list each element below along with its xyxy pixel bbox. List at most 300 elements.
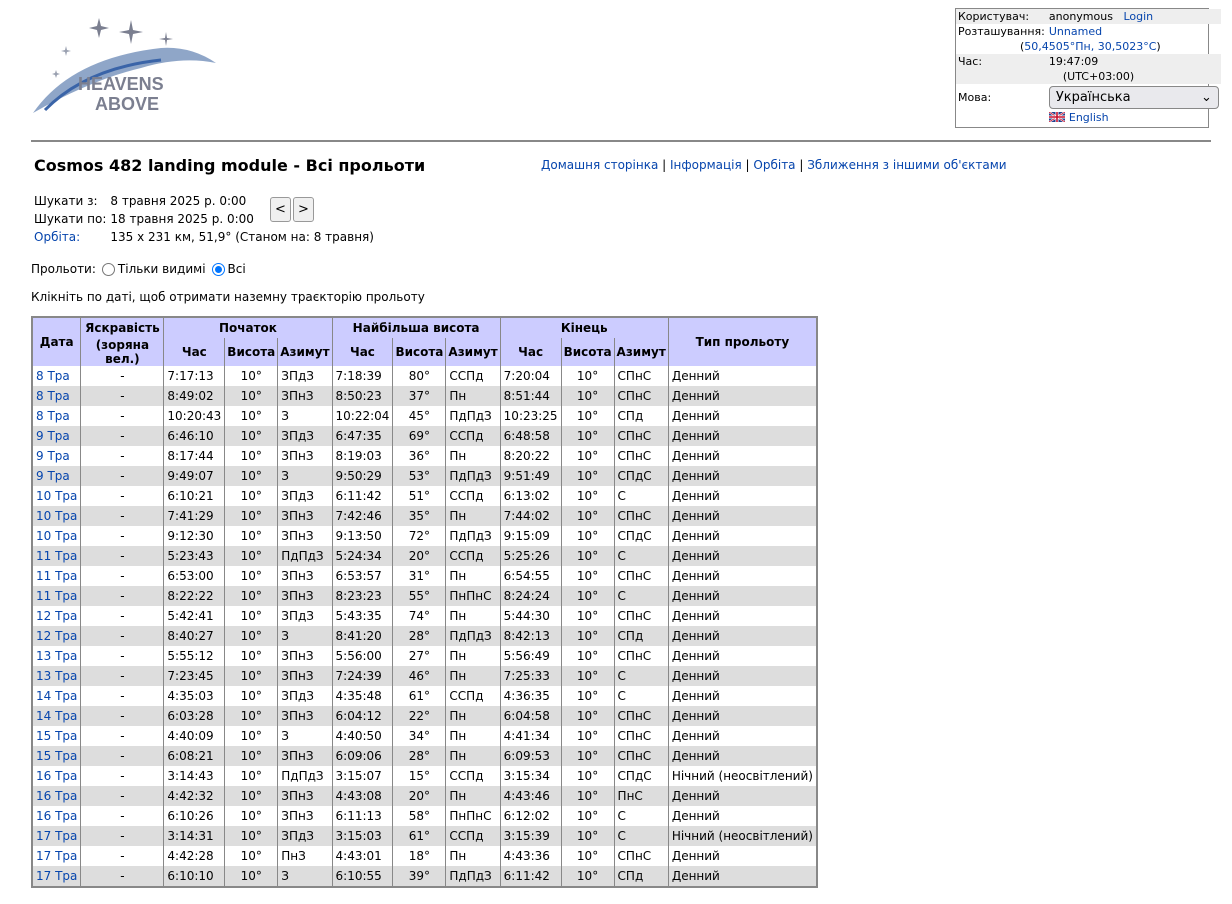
cell-start-alt: 10° [225, 546, 278, 566]
english-link[interactable]: English [1068, 111, 1109, 124]
cell-start-time: 8:17:44 [164, 446, 225, 466]
cell-date [32, 866, 81, 887]
cell-start-time: 9:12:30 [164, 526, 225, 546]
cell-pass-type: Денний [668, 386, 817, 406]
cell-end-alt: 10° [561, 366, 614, 386]
header-divider [31, 140, 1211, 142]
cell-start-time: 3:14:43 [164, 766, 225, 786]
cell-pass-type: Денний [668, 586, 817, 606]
cell-max-time: 5:24:34 [332, 546, 393, 566]
cell-date [32, 606, 81, 626]
pass-date-link[interactable]: 14 Тра [36, 709, 78, 723]
pass-date-link[interactable]: 10 Тра [36, 509, 78, 523]
table-row [32, 626, 817, 646]
cell-end-az: СПд [614, 626, 668, 646]
cell-end-az: СПдС [614, 466, 668, 486]
cell-pass-type: Денний [668, 866, 817, 887]
cell-max-az: Пн [446, 386, 500, 406]
cell-max-time: 4:43:08 [332, 786, 393, 806]
cell-start-alt: 10° [225, 566, 278, 586]
pass-date-link[interactable]: 15 Тра [36, 729, 78, 743]
cell-end-alt: 10° [561, 546, 614, 566]
pass-date-link[interactable]: 13 Тра [36, 649, 78, 663]
cell-max-alt: 37° [393, 386, 446, 406]
next-period-button[interactable]: > [293, 197, 314, 222]
cell-max-time: 6:04:12 [332, 706, 393, 726]
cell-max-time: 6:53:57 [332, 566, 393, 586]
cell-pass-type: Нічний (неосвітлений) [668, 826, 817, 846]
col-start: Початок [164, 317, 332, 338]
cell-date [32, 566, 81, 586]
cell-brightness: - [81, 766, 164, 786]
table-row [32, 486, 817, 506]
cell-end-time: 8:51:44 [500, 386, 561, 406]
cell-start-time: 4:42:28 [164, 846, 225, 866]
col-start-alt: Висота [225, 338, 278, 366]
cell-end-az: СПнС [614, 506, 668, 526]
cell-date [32, 746, 81, 766]
col-max-time: Час [332, 338, 393, 366]
cell-max-alt: 36° [393, 446, 446, 466]
location-coords-link[interactable]: 50,4505°Пн, 30,5023°С [1024, 40, 1157, 53]
cell-start-time: 8:22:22 [164, 586, 225, 606]
cell-end-alt: 10° [561, 686, 614, 706]
cell-end-az: СПнС [614, 726, 668, 746]
cell-max-az: ССПд [446, 486, 500, 506]
cell-start-alt: 10° [225, 766, 278, 786]
search-from-value: 8 травня 2025 р. 0:00 [110, 194, 247, 208]
pass-date-link[interactable]: 17 Тра [36, 849, 78, 863]
pass-date-link[interactable]: 13 Тра [36, 669, 78, 683]
table-row [32, 846, 817, 866]
cell-brightness: - [81, 426, 164, 446]
table-row [32, 426, 817, 446]
cell-max-time: 8:23:23 [332, 586, 393, 606]
pass-date-link[interactable]: 11 Тра [36, 569, 78, 583]
cell-pass-type: Денний [668, 686, 817, 706]
cell-end-time: 4:41:34 [500, 726, 561, 746]
cell-end-az: СПнС [614, 446, 668, 466]
cell-max-alt: 53° [393, 466, 446, 486]
cell-brightness: - [81, 566, 164, 586]
cell-date [32, 706, 81, 726]
cell-max-time: 7:24:39 [332, 666, 393, 686]
cell-start-az: З [278, 866, 332, 887]
cell-end-time: 7:20:04 [500, 366, 561, 386]
cell-end-time: 5:44:30 [500, 606, 561, 626]
cell-end-time: 6:54:55 [500, 566, 561, 586]
radio-all[interactable] [212, 263, 225, 276]
pass-date-link[interactable]: 9 Тра [36, 429, 70, 443]
cell-end-alt: 10° [561, 426, 614, 446]
nav-links: Домашня сторінка | Інформація | Орбіта | Зближення з іншими об'єктами [541, 158, 1007, 172]
cell-start-az: ЗПдЗ [278, 606, 332, 626]
cell-max-az: Пн [446, 446, 500, 466]
cell-start-time: 6:03:28 [164, 706, 225, 726]
nav-home-link[interactable]: Домашня сторінка [541, 158, 659, 172]
cell-max-az: ПнПнС [446, 806, 500, 826]
cell-start-az: ЗПнЗ [278, 586, 332, 606]
cell-max-time: 6:11:42 [332, 486, 393, 506]
table-row [32, 666, 817, 686]
pass-date-link[interactable]: 11 Тра [36, 549, 78, 563]
cell-end-alt: 10° [561, 746, 614, 766]
cell-start-alt: 10° [225, 706, 278, 726]
cell-max-alt: 58° [393, 806, 446, 826]
cell-end-time: 8:20:22 [500, 446, 561, 466]
pass-date-link[interactable]: 17 Тра [36, 869, 78, 883]
cell-start-alt: 10° [225, 586, 278, 606]
cell-max-az: ССПд [446, 426, 500, 446]
cell-start-alt: 10° [225, 646, 278, 666]
table-row [32, 686, 817, 706]
cell-end-az: СПд [614, 866, 668, 887]
cell-start-time: 4:35:03 [164, 686, 225, 706]
cell-date [32, 766, 81, 786]
cell-start-az: ЗПнЗ [278, 746, 332, 766]
nav-close-encounters-link[interactable]: Зближення з іншими об'єктами [807, 158, 1007, 172]
cell-max-time: 6:09:06 [332, 746, 393, 766]
cell-pass-type: Денний [668, 746, 817, 766]
cell-max-az: Пн [446, 606, 500, 626]
chevron-down-icon: ⌄ [1200, 90, 1212, 105]
cell-brightness: - [81, 706, 164, 726]
cell-pass-type: Денний [668, 846, 817, 866]
cell-max-az: ПдПдЗ [446, 466, 500, 486]
cell-start-alt: 10° [225, 606, 278, 626]
table-row [32, 526, 817, 546]
cell-brightness: - [81, 866, 164, 887]
cell-start-az: ЗПдЗ [278, 366, 332, 386]
cell-brightness: - [81, 606, 164, 626]
cell-end-az: ПнС [614, 786, 668, 806]
cell-end-time: 5:25:26 [500, 546, 561, 566]
table-row [32, 726, 817, 746]
col-end-time: Час [500, 338, 561, 366]
cell-start-az: З [278, 626, 332, 646]
hint-text: Клікніть по даті, щоб отримати наземну траєкторію прольоту [31, 290, 425, 304]
nav-info-link[interactable]: Інформація [669, 158, 742, 172]
login-link[interactable]: Login [1123, 10, 1154, 23]
cell-max-alt: 51° [393, 486, 446, 506]
pass-date-link[interactable]: 12 Тра [36, 609, 78, 623]
cell-date [32, 506, 81, 526]
passes-table [31, 316, 818, 888]
cell-end-time: 9:15:09 [500, 526, 561, 546]
cell-brightness: - [81, 546, 164, 566]
cell-end-time: 4:43:36 [500, 846, 561, 866]
cell-end-time: 6:48:58 [500, 426, 561, 446]
pass-date-link[interactable]: 14 Тра [36, 689, 78, 703]
cell-max-alt: 34° [393, 726, 446, 746]
cell-start-az: ЗПнЗ [278, 526, 332, 546]
cell-max-az: Пн [446, 746, 500, 766]
cell-pass-type: Денний [668, 806, 817, 826]
cell-end-az: СПд [614, 406, 668, 426]
cell-pass-type: Денний [668, 486, 817, 506]
cell-max-alt: 20° [393, 546, 446, 566]
pass-date-link[interactable]: 16 Тра [36, 789, 78, 803]
cell-end-az: СПнС [614, 746, 668, 766]
cell-max-az: ССПд [446, 366, 500, 386]
cell-max-az: ПдПдЗ [446, 626, 500, 646]
cell-brightness: - [81, 486, 164, 506]
language-selected: Українська [1055, 90, 1131, 105]
cell-start-alt: 10° [225, 526, 278, 546]
cell-brightness: - [81, 746, 164, 766]
pass-date-link[interactable]: 11 Тра [36, 589, 78, 603]
cell-max-az: Пн [446, 666, 500, 686]
pass-date-link[interactable]: 12 Тра [36, 629, 78, 643]
cell-start-az: ЗПдЗ [278, 686, 332, 706]
cell-start-alt: 10° [225, 426, 278, 446]
cell-start-time: 6:53:00 [164, 566, 225, 586]
cell-end-time: 8:42:13 [500, 626, 561, 646]
cell-start-time: 9:49:07 [164, 466, 225, 486]
table-row [32, 446, 817, 466]
cell-end-alt: 10° [561, 726, 614, 746]
cell-max-alt: 69° [393, 426, 446, 446]
cell-max-alt: 80° [393, 366, 446, 386]
cell-end-alt: 10° [561, 786, 614, 806]
cell-brightness: - [81, 526, 164, 546]
cell-max-alt: 55° [393, 586, 446, 606]
cell-start-alt: 10° [225, 486, 278, 506]
cell-max-az: Пн [446, 786, 500, 806]
cell-max-time: 9:50:29 [332, 466, 393, 486]
cell-pass-type: Денний [668, 526, 817, 546]
cell-max-az: ССПд [446, 686, 500, 706]
cell-max-time: 4:35:48 [332, 686, 393, 706]
cell-date [32, 666, 81, 686]
cell-end-time: 6:09:53 [500, 746, 561, 766]
cell-max-alt: 35° [393, 506, 446, 526]
cell-start-alt: 10° [225, 466, 278, 486]
user-info-box: Користувач: anonymous Login Розташування: Unnamed (50,4505°Пн, 30,5023°С) Час: 19:47:09 (UTC+03:00) Мова: Українська ⌄ English [955, 8, 1209, 128]
cell-end-alt: 10° [561, 446, 614, 466]
pass-date-link[interactable]: 16 Тра [36, 809, 78, 823]
cell-max-time: 6:10:55 [332, 866, 393, 887]
cell-max-time: 8:19:03 [332, 446, 393, 466]
cell-max-az: ССПд [446, 766, 500, 786]
cell-end-alt: 10° [561, 846, 614, 866]
cell-end-az: СПнС [614, 606, 668, 626]
orbit-value: 135 x 231 км, 51,9° (Станом на: 8 травня) [110, 230, 374, 244]
cell-brightness: - [81, 646, 164, 666]
prev-period-button[interactable]: < [270, 197, 291, 222]
cell-start-time: 4:42:32 [164, 786, 225, 806]
table-row [32, 546, 817, 566]
cell-start-alt: 10° [225, 826, 278, 846]
table-row [32, 366, 817, 386]
pass-date-link[interactable]: 16 Тра [36, 769, 78, 783]
cell-max-az: Пн [446, 706, 500, 726]
cell-max-az: Пн [446, 726, 500, 746]
cell-end-alt: 10° [561, 706, 614, 726]
cell-date [32, 366, 81, 386]
cell-end-az: С [614, 806, 668, 826]
cell-end-alt: 10° [561, 666, 614, 686]
search-range [34, 192, 378, 246]
user-value: anonymous [1048, 10, 1113, 23]
pass-date-link[interactable]: 10 Тра [36, 489, 78, 503]
table-row [32, 586, 817, 606]
cell-end-alt: 10° [561, 586, 614, 606]
cell-max-time: 3:15:03 [332, 826, 393, 846]
cell-end-az: С [614, 826, 668, 846]
pass-date-link[interactable]: 10 Тра [36, 529, 78, 543]
nav-orbit-link[interactable]: Орбіта [753, 158, 796, 172]
table-row [32, 766, 817, 786]
cell-max-time: 4:43:01 [332, 846, 393, 866]
table-row [32, 466, 817, 486]
cell-end-az: СПдС [614, 526, 668, 546]
cell-brightness: - [81, 626, 164, 646]
search-to-label: Шукати по: [34, 212, 107, 226]
orbit-link[interactable]: Орбіта: [34, 230, 81, 244]
cell-start-alt: 10° [225, 806, 278, 826]
cell-start-time: 6:10:26 [164, 806, 225, 826]
cell-end-time: 9:51:49 [500, 466, 561, 486]
cell-pass-type: Денний [668, 626, 817, 646]
cell-pass-type: Денний [668, 446, 817, 466]
cell-max-time: 8:41:20 [332, 626, 393, 646]
pass-date-link[interactable]: 8 Тра [36, 369, 70, 383]
cell-max-alt: 22° [393, 706, 446, 726]
cell-end-time: 6:04:58 [500, 706, 561, 726]
cell-date [32, 806, 81, 826]
cell-start-az: З [278, 406, 332, 426]
user-label: Користувач: [956, 9, 1047, 24]
col-start-az: Азимут [278, 338, 332, 366]
cell-start-az: ЗПнЗ [278, 646, 332, 666]
cell-brightness: - [81, 666, 164, 686]
col-end-alt: Висота [561, 338, 614, 366]
table-row [32, 506, 817, 526]
col-end: Кінець [500, 317, 668, 338]
cell-end-alt: 10° [561, 566, 614, 586]
table-row [32, 806, 817, 826]
table-row [32, 646, 817, 666]
location-name-link[interactable]: Unnamed [1048, 25, 1103, 38]
cell-max-time: 8:50:23 [332, 386, 393, 406]
cell-pass-type: Денний [668, 726, 817, 746]
cell-max-alt: 15° [393, 766, 446, 786]
location-label: Розташування: [958, 25, 1045, 38]
table-row [32, 746, 817, 766]
cell-end-az: СПдС [614, 766, 668, 786]
cell-start-az: ЗПнЗ [278, 806, 332, 826]
language-select[interactable] [1049, 86, 1219, 109]
pass-date-link[interactable]: 17 Тра [36, 829, 78, 843]
cell-max-time: 7:18:39 [332, 366, 393, 386]
cell-end-alt: 10° [561, 646, 614, 666]
cell-date [32, 546, 81, 566]
radio-all-label: Всі [227, 262, 246, 276]
radio-visible-only-label: Тільки видимі [117, 262, 206, 276]
svg-text:HEAVENS: HEAVENS [78, 74, 164, 94]
cell-max-az: Пн [446, 846, 500, 866]
heavens-above-logo[interactable] [31, 18, 221, 118]
cell-max-alt: 72° [393, 526, 446, 546]
cell-date [32, 786, 81, 806]
pass-date-link[interactable]: 9 Тра [36, 449, 70, 463]
cell-brightness: - [81, 406, 164, 426]
language-label: Мова: [958, 90, 992, 104]
cell-pass-type: Денний [668, 786, 817, 806]
pass-date-link[interactable]: 8 Тра [36, 409, 70, 423]
cell-end-alt: 10° [561, 826, 614, 846]
cell-start-az: З [278, 466, 332, 486]
cell-start-alt: 10° [225, 506, 278, 526]
pass-date-link[interactable]: 15 Тра [36, 749, 78, 763]
cell-start-alt: 10° [225, 846, 278, 866]
cell-pass-type: Денний [668, 546, 817, 566]
cell-max-az: Пн [446, 646, 500, 666]
cell-max-alt: 31° [393, 566, 446, 586]
cell-date [32, 726, 81, 746]
cell-date [32, 486, 81, 506]
cell-date [32, 406, 81, 426]
cell-max-time: 6:47:35 [332, 426, 393, 446]
table-row [32, 386, 817, 406]
cell-max-az: ССПд [446, 826, 500, 846]
cell-end-az: СПнС [614, 706, 668, 726]
pass-date-link[interactable]: 9 Тра [36, 469, 70, 483]
cell-brightness: - [81, 686, 164, 706]
cell-brightness: - [81, 466, 164, 486]
cell-max-time: 7:42:46 [332, 506, 393, 526]
cell-pass-type: Денний [668, 426, 817, 446]
cell-start-alt: 10° [225, 366, 278, 386]
cell-date [32, 646, 81, 666]
cell-end-time: 6:11:42 [500, 866, 561, 887]
radio-visible-only[interactable] [102, 263, 115, 276]
cell-start-alt: 10° [225, 726, 278, 746]
cell-brightness: - [81, 846, 164, 866]
cell-start-az: ЗПнЗ [278, 506, 332, 526]
pass-date-link[interactable]: 8 Тра [36, 389, 70, 403]
cell-start-alt: 10° [225, 866, 278, 887]
cell-end-time: 6:12:02 [500, 806, 561, 826]
cell-end-time: 4:43:46 [500, 786, 561, 806]
cell-end-alt: 10° [561, 806, 614, 826]
cell-max-time: 4:40:50 [332, 726, 393, 746]
cell-pass-type: Денний [668, 406, 817, 426]
table-row [32, 826, 817, 846]
cell-max-alt: 61° [393, 826, 446, 846]
cell-pass-type: Денний [668, 566, 817, 586]
cell-start-time: 6:10:21 [164, 486, 225, 506]
cell-start-alt: 10° [225, 686, 278, 706]
cell-end-time: 7:25:33 [500, 666, 561, 686]
cell-max-alt: 20° [393, 786, 446, 806]
cell-brightness: - [81, 806, 164, 826]
cell-start-alt: 10° [225, 626, 278, 646]
passes-filter [31, 262, 246, 276]
col-end-az: Азимут [614, 338, 668, 366]
cell-start-time: 6:08:21 [164, 746, 225, 766]
cell-end-az: С [614, 686, 668, 706]
col-start-time: Час [164, 338, 225, 366]
cell-pass-type: Денний [668, 366, 817, 386]
svg-text:ABOVE: ABOVE [95, 94, 160, 114]
cell-date [32, 386, 81, 406]
cell-end-alt: 10° [561, 506, 614, 526]
cell-max-alt: 39° [393, 866, 446, 887]
cell-start-az: ЗПдЗ [278, 826, 332, 846]
cell-brightness: - [81, 826, 164, 846]
